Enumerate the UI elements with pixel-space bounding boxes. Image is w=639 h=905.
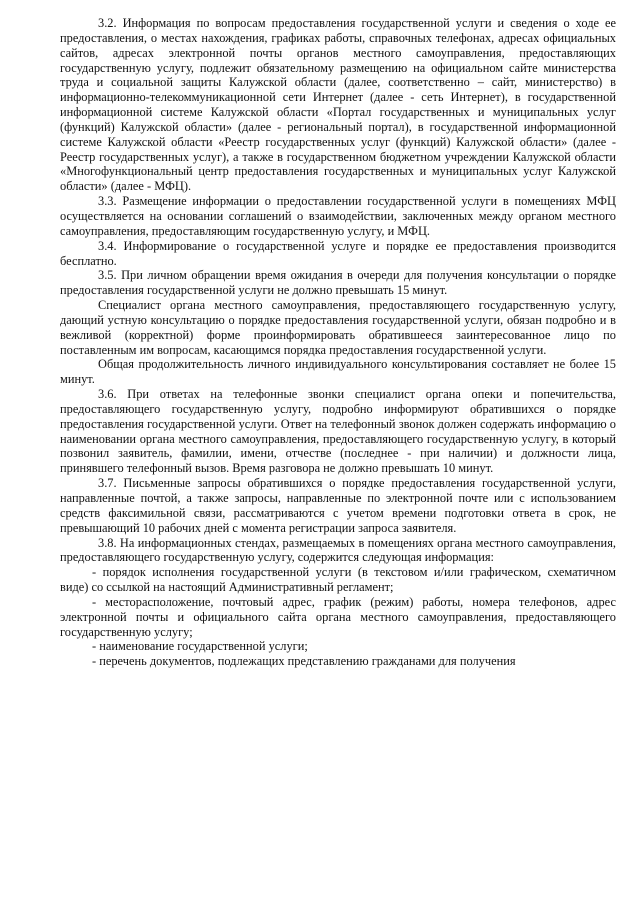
paragraph-3-3: 3.3. Размещение информации о предоставлении государственной услуги в помещениях МФЦ осуществляется на основании соглашений о взаимодействии, заключенных между органом местного самоуправления, предоставляющим государственную услугу, и МФЦ. bbox=[60, 194, 616, 238]
list-item: - наименование государственной услуги; bbox=[92, 639, 308, 654]
paragraph-3-2: 3.2. Информация по вопросам предоставления государственной услуги и сведения о ходе ее предоставления, о местах нахождения, графиках работы, справочных телефонах, адресах официальных сайтов, адресах электронной почты органов местного самоуправления, предоставляющих государственную услугу, подлежит обязательному размещению на официальном сайте министерства труда и социальной защиты Калужской области (далее, соответственно – сайт, министерство) в информационно-телекоммуникационной сети Интернет (далее - сеть Интернет), в государственной информационной системе Калужской области «Портал государственных и муниципальных услуг (функций) Калужской области» (далее - региональный портал), в государственной информационной системе Калужской области «Реестр государственных услуг (функций) Калужской области» (далее - Реестр государственных услуг), а также в государственном бюджетном учреждении Калужской области «Многофункциональный центр предоставления государственных и муниципальных услуг Калужской области» (далее - МФЦ). bbox=[60, 16, 616, 194]
paragraph-3-8: 3.8. На информационных стендах, размещаемых в помещениях органа местного самоуправления, предоставляющего государственную услугу, содержится следующая информация: bbox=[60, 535, 616, 565]
paragraph-3-7: 3.7. Письменные запросы обратившихся о порядке предоставления государственной услуги, направленные почтой, а также запросы, направленные по электронной почте или с использованием средств факсимильной связи, рассматриваются с учетом времени подготовки ответа в срок, не превышающий 10 рабочих дней с момента регистрации запроса заявителя. bbox=[60, 476, 616, 535]
document-page bbox=[60, 16, 616, 669]
paragraph-specialist: Специалист органа местного самоуправления, предоставляющего государственную услугу, дающий устную консультацию о порядке предоставления государственной услуги, обязан подробно и в вежливой (корректной) форме проинформировать обратившееся заинтересованное лицо по поставленным им вопросам, касающимся порядка предоставления государственной услуги. bbox=[60, 298, 616, 357]
paragraph-3-6: 3.6. При ответах на телефонные звонки специалист органа опеки и попечительства, предоставляющего государственную услугу, подробно информируют обратившихся о порядке предоставления государственной услуги. Ответ на телефонный звонок должен содержать информацию о наименовании органа местного самоуправления, предоставляющего государственную услугу, в который позвонил заявитель, фамилии, имени, отчестве (последнее - при наличии) и должности лица, принявшего телефонный вызов. Время разговора не должно превышать 10 минут. bbox=[60, 387, 616, 476]
paragraph-duration: Общая продолжительность личного индивидуального консультирования составляет не более 15 минут. bbox=[60, 357, 616, 387]
paragraph-3-5: 3.5. При личном обращении время ожидания в очереди для получения консультации о порядке предоставления государственной услуги не должно превышать 15 минут. bbox=[60, 268, 616, 298]
list-item: - порядок исполнения государственной услуги (в текстовом и/или графическом, схематичном виде) со ссылкой на настоящий Административный регламент; bbox=[60, 565, 616, 595]
list-item: - месторасположение, почтовый адрес, график (режим) работы, номера телефонов, адрес электронной почты и официального сайта органа местного самоуправления, предоставляющего государственную услугу; bbox=[60, 594, 616, 639]
paragraph-3-4: 3.4. Информирование о государственной услуге и порядке ее предоставления производится бесплатно. bbox=[60, 238, 616, 268]
list-item: - перечень документов, подлежащих представлению гражданами для получения bbox=[92, 654, 516, 669]
